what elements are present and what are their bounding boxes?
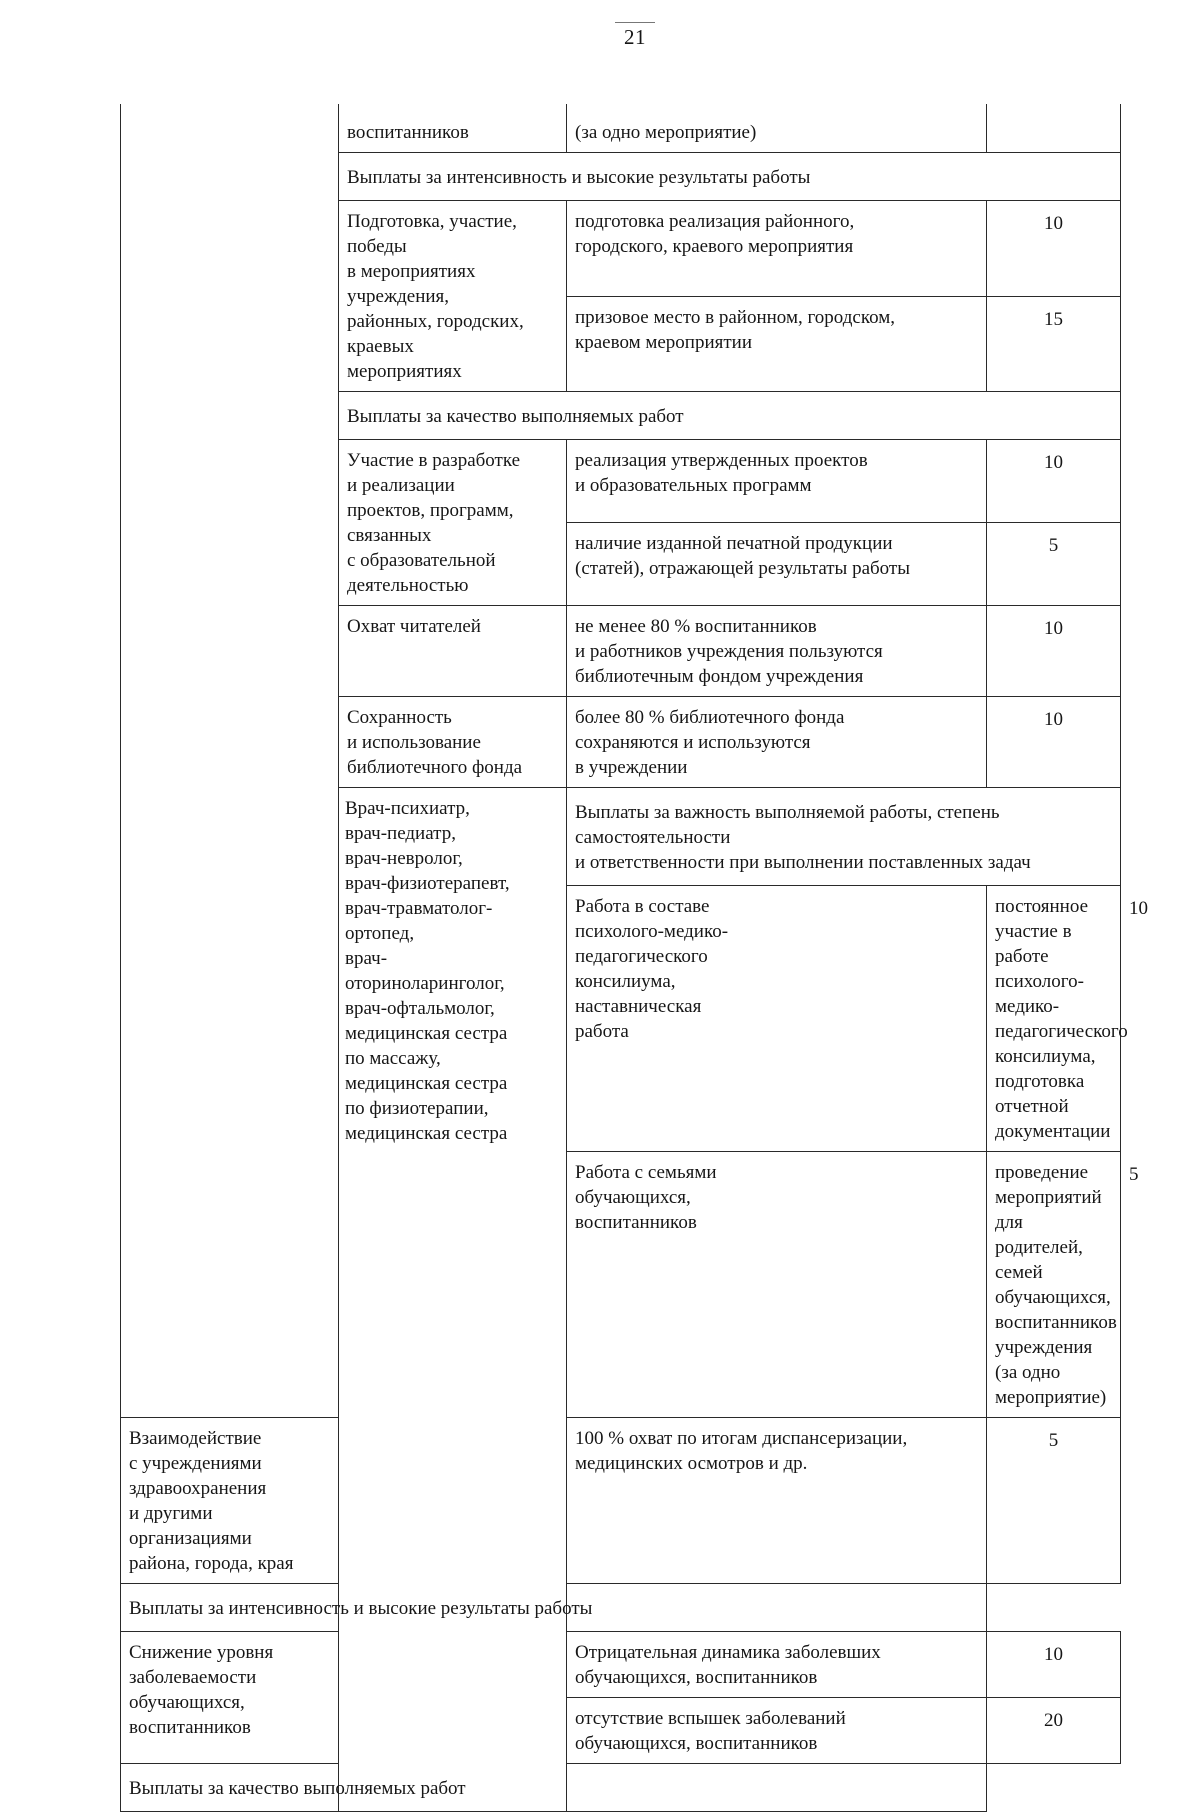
condition-cell (987, 1152, 1121, 1418)
value-cell (987, 296, 1121, 392)
condition-text: более 80 % библиотечного фонда сохраняются и используются в учреждении (575, 707, 845, 778)
section-title-cell (121, 1764, 987, 1812)
criterion-text: Взаимодействие с учреждениями здравоохранения и другими организациями района, города, края (129, 1428, 294, 1574)
criterion-cell (339, 201, 567, 392)
value-text: 15 (1044, 308, 1063, 330)
page-number-dash (615, 22, 655, 23)
condition-text: подготовка реализация районного, городского, краевого мероприятия (575, 211, 855, 257)
criterion-text: воспитанников (347, 122, 469, 143)
condition-cell (567, 440, 987, 523)
value-cell (987, 1418, 1121, 1584)
position-cell (339, 788, 567, 1812)
section-title: Выплаты за интенсивность и высокие результаты работы (129, 1598, 593, 1619)
condition-cell (567, 523, 987, 606)
criterion-text: Участие в разработке и реализации проектов, программ, связанных с образовательной деятельностью (347, 450, 521, 596)
value-cell (987, 104, 1121, 153)
value-cell (987, 1632, 1121, 1698)
criterion-cell (121, 1418, 339, 1584)
criterion-cell (339, 606, 567, 697)
table-body (121, 104, 1148, 1812)
section-row (121, 1764, 1121, 1812)
value-text: 5 (1048, 535, 1059, 556)
value-text: 10 (1129, 898, 1148, 919)
payments-criteria-table (120, 104, 1148, 1812)
criterion-cell (567, 1152, 987, 1418)
condition-text: призовое место в районном, городском, краевом мероприятии (575, 306, 896, 353)
table-row (121, 104, 1121, 153)
condition-text: отсутствие вспышек заболеваний обучающихся, воспитанников (575, 1708, 846, 1754)
value-text: 5 (1048, 1430, 1059, 1451)
page-number-text: 21 (624, 25, 646, 49)
condition-text: постоянное участие в работе психолого- медико-педагогического консилиума, подготовка отчетной документации (995, 896, 1128, 1142)
page-number (0, 22, 1200, 50)
value-cell (987, 201, 1121, 297)
value-cell (987, 440, 1121, 523)
condition-cell (567, 1418, 987, 1584)
value-cell (987, 523, 1121, 606)
criterion-text: Охват читателей (347, 616, 481, 637)
value-text: 10 (1044, 1644, 1063, 1665)
condition-text: проведение мероприятий для родителей, семей обучающихся, воспитанников учреждения (за одно мероприятие) (995, 1162, 1117, 1408)
value-text: 20 (1044, 1710, 1063, 1731)
criterion-cell (339, 104, 567, 153)
condition-text: наличие изданной печатной продукции (статей), отражающей результаты работы (575, 533, 910, 579)
position-cell-blank (121, 104, 339, 1418)
condition-text: реализация утвержденных проектов и образовательных программ (575, 450, 868, 496)
value-text: 10 (1044, 618, 1063, 639)
condition-cell (567, 104, 987, 153)
value-cell (987, 606, 1121, 697)
value-text: 10 (1044, 213, 1063, 234)
condition-cell (567, 1632, 987, 1698)
section-title: Выплаты за важность выполняемой работы, степень самостоятельности и ответственности при выполнении поставленных задач (575, 802, 1031, 873)
table-row (121, 1418, 1121, 1584)
criterion-cell (121, 1632, 339, 1764)
section-title-cell (339, 153, 1121, 201)
value-cell (987, 697, 1121, 788)
condition-text: Отрицательная динамика заболевших обучающихся, воспитанников (575, 1642, 881, 1688)
section-title-cell (567, 788, 1121, 886)
condition-cell (567, 1698, 987, 1764)
condition-cell (987, 886, 1128, 1152)
section-title-cell (121, 1584, 987, 1632)
condition-cell (567, 697, 987, 788)
criterion-text: Снижение уровня заболеваемости обучающихся, воспитанников (129, 1642, 274, 1738)
criterion-text: Работа с семьями обучающихся, воспитанников (575, 1162, 717, 1233)
criterion-cell (567, 886, 987, 1152)
section-row (121, 1584, 1121, 1632)
section-title: Выплаты за интенсивность и высокие результаты работы (347, 167, 811, 188)
condition-text: не менее 80 % воспитанников и работников учреждения пользуются библиотечным фондом учреждения (575, 616, 883, 687)
condition-text: 100 % охват по итогам диспансеризации, медицинских осмотров и др. (575, 1428, 908, 1474)
value-text: 10 (1044, 709, 1063, 730)
criterion-text: Подготовка, участие, победы в мероприятиях учреждения, районных, городских, краевых мероприятиях (347, 211, 524, 382)
table-row (121, 1632, 1121, 1698)
value-cell (987, 1698, 1121, 1764)
condition-text: (за одно мероприятие) (575, 122, 757, 143)
value-text: 10 (1044, 452, 1063, 473)
criterion-cell (339, 440, 567, 606)
criterion-text: Работа в составе психолого-медико- педагогического консилиума, наставническая работа (575, 896, 729, 1042)
positions-text: Врач-психиатр, врач-педиатр, врач-невролог, врач-физиотерапевт, врач-травматолог- ортопед, врач- оториноларинголог, врач-офтальмолог, медицинская сестра по массажу, медицинская сестра по физиотерапии, медицинская сестра (345, 798, 510, 1144)
value-text: 5 (1129, 1164, 1139, 1185)
condition-cell (567, 296, 987, 392)
condition-cell (567, 201, 987, 297)
section-title: Выплаты за качество выполняемых работ (129, 1778, 466, 1799)
condition-cell (567, 606, 987, 697)
criterion-text: Сохранность и использование библиотечного фонда (347, 707, 523, 778)
criterion-cell (339, 697, 567, 788)
section-title: Выплаты за качество выполняемых работ (347, 406, 684, 427)
section-title-cell (339, 392, 1121, 440)
